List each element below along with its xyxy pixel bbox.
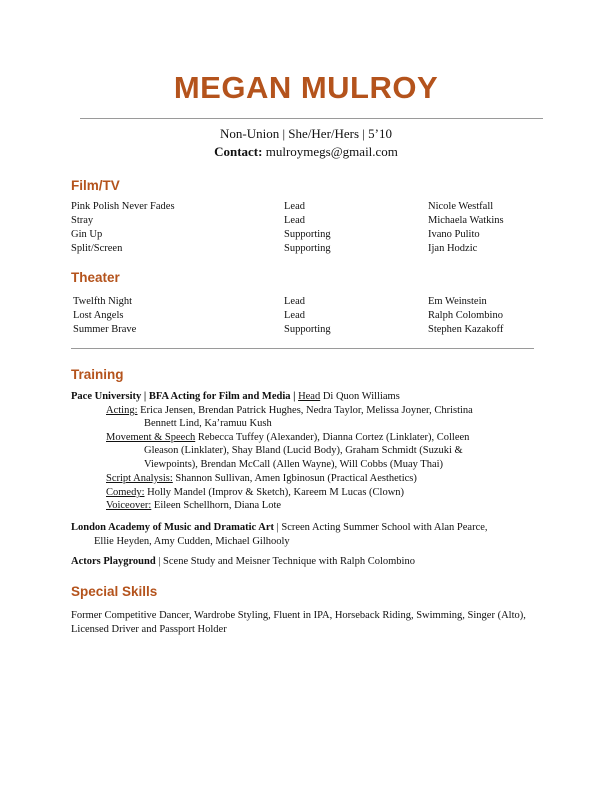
movement-label: Movement & Speech [106, 432, 196, 443]
pace-school: Pace University | BFA Acting for Film and Media | [71, 391, 296, 402]
credit-row [73, 324, 553, 338]
credit-project: Summer Brave [73, 324, 137, 335]
comedy-text: Holly Mandel (Improv & Sketch), Kareem M Lucas (Clown) [147, 487, 405, 498]
credit-project: Twelfth Night [73, 296, 133, 307]
section-title-theater: Theater [71, 270, 120, 285]
credit-row [71, 215, 551, 229]
script-text: Shannon Sullivan, Amen Igbinosun (Practical Aesthetics) [175, 473, 417, 484]
credit-role: Supporting [284, 324, 331, 335]
training-acting [106, 404, 473, 418]
training-comedy [106, 486, 404, 500]
movement-line-3: Viewpoints), Brendan McCall (Allen Wayne), Will Cobbs (Muay Thai) [144, 459, 444, 470]
credit-project: Pink Polish Never Fades [71, 201, 175, 212]
credit-row [71, 243, 551, 257]
credit-role: Lead [284, 296, 305, 307]
training-movement [106, 431, 469, 445]
credit-director: Nicole Westfall [428, 201, 494, 212]
resume-name: MEGAN MULROY [173, 70, 439, 105]
credit-director: Ivano Pulito [428, 229, 480, 240]
acting-label: Acting: [106, 405, 138, 416]
lamda-line-1: | Screen Acting Summer School with Alan Pearce, [276, 522, 488, 533]
credit-director: Em Weinstein [428, 296, 487, 307]
voiceover-label: Voiceover: [106, 500, 152, 511]
movement-line-1: Rebecca Tuffey (Alexander), Dianna Cortez (Linklater), Colleen [197, 432, 470, 443]
comedy-label: Comedy: [106, 487, 145, 498]
training-pace-header [71, 390, 400, 404]
credit-director: Ijan Hodzic [428, 243, 478, 254]
credit-project: Lost Angels [73, 310, 124, 321]
contact-email[interactable]: mulroymegs@gmail.com [265, 144, 398, 159]
section-title-special-skills: Special Skills [71, 584, 158, 599]
credit-row [71, 229, 551, 243]
credit-project: Split/Screen [71, 243, 123, 254]
credit-project: Gin Up [71, 229, 103, 240]
theater-divider [71, 348, 534, 349]
credit-role: Supporting [284, 243, 331, 254]
contact-line [0, 144, 612, 160]
header-divider [80, 118, 543, 119]
credit-role: Lead [284, 201, 305, 212]
training-voiceover [106, 499, 281, 513]
credit-director: Stephen Kazakoff [428, 324, 504, 335]
script-label: Script Analysis: [106, 473, 173, 484]
lamda-school: London Academy of Music and Dramatic Art [71, 522, 274, 533]
skills-line-1: Former Competitive Dancer, Wardrobe Styling, Fluent in IPA, Horseback Riding, Swimming, Singer (Alto), [71, 610, 526, 621]
contact-label: Contact: [214, 144, 263, 159]
acting-line-2: Bennett Lind, Ka’ramuu Kush [144, 418, 272, 429]
training-playground [71, 555, 415, 569]
credit-role: Lead [284, 215, 305, 226]
credit-row [73, 310, 553, 324]
movement-line-2: Gleason (Linklater), Shay Bland (Lucid Body), Graham Schmidt (Suzuki & [144, 445, 463, 456]
credit-project: Stray [71, 215, 94, 226]
training-script-analysis [106, 472, 417, 486]
credit-row [73, 296, 553, 310]
acting-line-1: Erica Jensen, Brendan Patrick Hughes, Nedra Taylor, Melissa Joyner, Christina [140, 405, 473, 416]
credit-row [71, 201, 551, 215]
actor-details: Non-Union | She/Her/Hers | 5’10 [219, 126, 392, 141]
pace-head-label: Head [298, 391, 321, 402]
lamda-line-2: Ellie Heyden, Amy Cudden, Michael Gilhooly [94, 536, 290, 547]
credit-role: Supporting [284, 229, 331, 240]
credit-director: Ralph Colombino [428, 310, 503, 321]
playground-school: Actors Playground [71, 556, 156, 567]
skills-line-2: Licensed Driver and Passport Holder [71, 624, 227, 635]
credit-role: Lead [284, 310, 305, 321]
voiceover-text: Eileen Schellhorn, Diana Lote [153, 500, 282, 511]
section-title-training: Training [71, 367, 124, 382]
credit-director: Michaela Watkins [428, 215, 504, 226]
training-lamda [71, 521, 488, 535]
pace-head-name: Di Quon Williams [322, 391, 400, 402]
playground-text: | Scene Study and Meisner Technique with Ralph Colombino [158, 556, 415, 567]
section-title-film-tv: Film/TV [71, 178, 120, 193]
